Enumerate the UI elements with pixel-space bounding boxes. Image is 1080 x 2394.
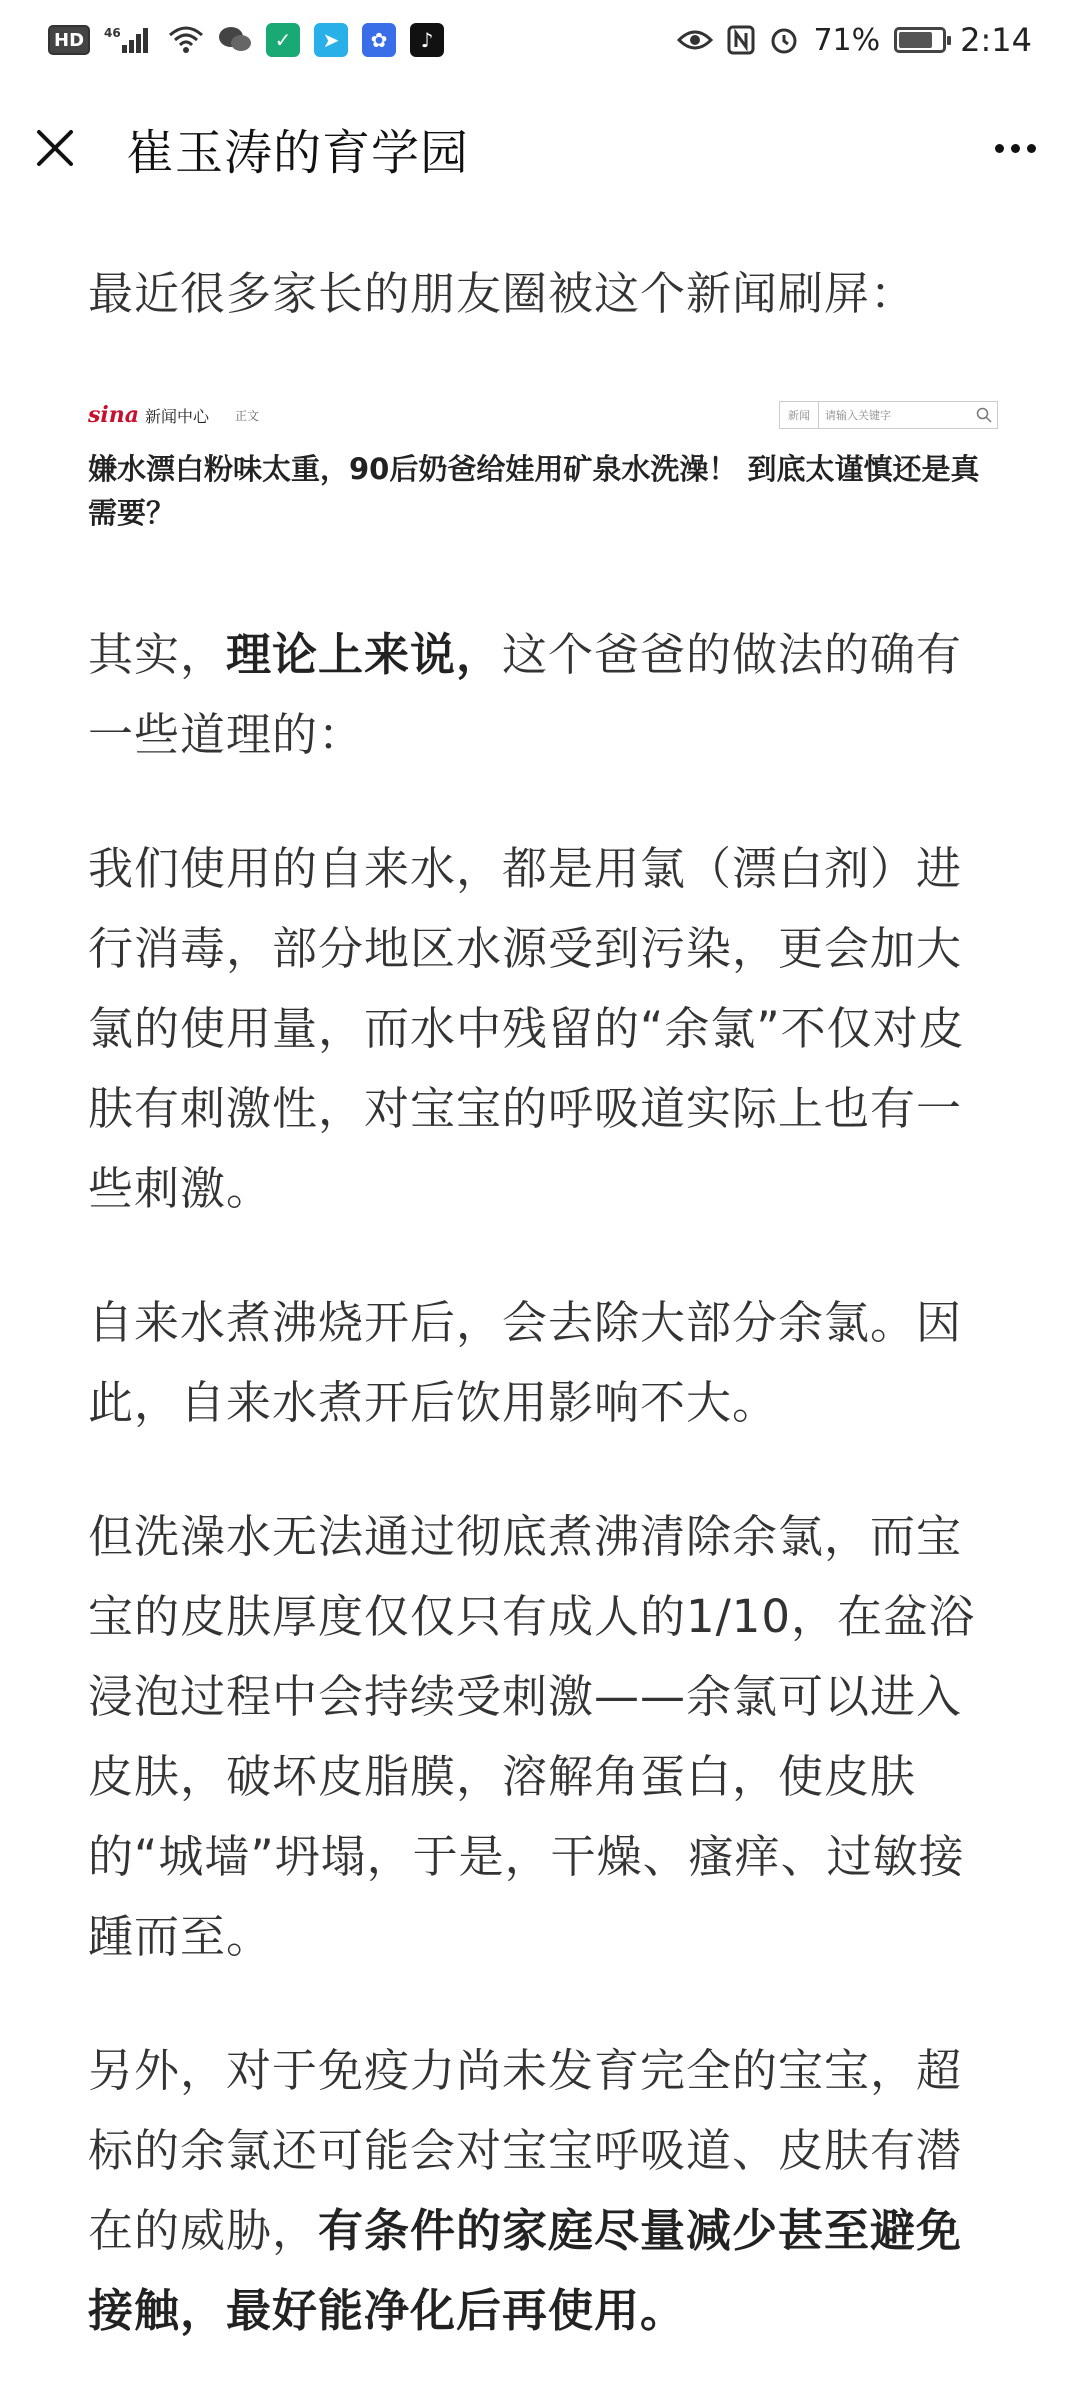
more-icon-dot [1027,144,1036,153]
status-bar [0,0,1080,80]
news-tag: 正文 [235,408,260,423]
news-search-select: 新闻 [780,402,819,428]
shield-app-icon: ✓ [266,23,300,57]
news-header [88,395,998,435]
paragraph-5 [88,2031,994,2351]
paragraph-3: 自来水煮沸烧开后，会去除大部分余氯。因此，自来水煮开后饮用影响不大。 [88,1296,963,1429]
hd-indicator: HD [48,25,90,55]
page-title: 崔玉涛的育学园 [126,124,470,181]
paragraph-2: 我们使用的自来水，都是用氯（漂白剂）进行消毒，部分地区水源受到污染，更会加大氯的使用量，而水中残留的“余氯”不仅对皮肤有刺激性，对宝宝的呼吸道实际上也有一些刺激。 [88,842,965,1215]
article-intro: 最近很多家长的朋友圈被这个新闻刷屏： [88,267,917,320]
news-search-placeholder: 请输入关键字 [825,409,891,422]
sina-logo: sina [88,402,139,428]
more-icon-dot [995,144,1004,153]
paragraph-4: 但洗澡水无法通过彻底煮沸清除余氯，而宝宝的皮肤厚度仅仅只有成人的1/10，在盆浴浸泡过程中会持续受刺激——余氯可以进入皮肤，破坏皮脂膜，溶解角蛋白，使皮肤的“城墙”坍塌，于是，干燥、瘙痒、过敏接踵而至。 [88,1510,976,1963]
nfc-icon [727,23,755,57]
news-section: 新闻中心 [145,406,210,426]
nav-bar [0,80,1080,216]
eye-icon [677,23,713,57]
embedded-news-image [88,395,998,555]
wifi-icon [168,23,204,57]
p5-text: 另外，对于免疫力尚未发育完全的宝宝，超标的余氯还可能会对宝宝呼吸道、皮肤有潜在的威胁， [88,2044,963,2257]
battery-icon [894,27,946,53]
more-icon-dot [1011,144,1020,153]
p1-suffix: 这个爸爸的做法的确有一些道理的： [88,628,963,761]
status-left [48,23,444,57]
clock: 2:14 [960,21,1032,59]
p5-bold: 有条件的家庭尽量减少甚至避免接触，最好能净化后再使用。 [88,2204,963,2337]
paper-plane-app-icon: ➤ [314,23,348,57]
close-icon [35,128,75,168]
article [88,216,994,334]
status-right [677,21,1032,59]
p1-bold: 理论上来说， [226,628,503,681]
wechat-icon [218,23,252,57]
signal-icon [104,23,154,57]
search-icon [971,407,997,423]
battery-fill [899,32,932,48]
p1-prefix: 其实， [88,628,227,681]
paragraph-1 [88,615,994,775]
tiktok-icon: ♪ [410,23,444,57]
more-button[interactable] [980,123,1050,173]
close-button[interactable] [30,123,80,173]
news-search-box [779,401,998,429]
article-body [88,615,994,2351]
news-headline: 嫌水漂白粉味太重，90后奶爸给娃用矿泉水洗澡！ 到底太谨慎还是真需要？ [88,452,980,530]
baidu-paw-icon: ✿ [362,23,396,57]
network-type: 46 [104,26,121,40]
alarm-icon [769,23,799,57]
battery-percent: 71% [813,22,881,58]
